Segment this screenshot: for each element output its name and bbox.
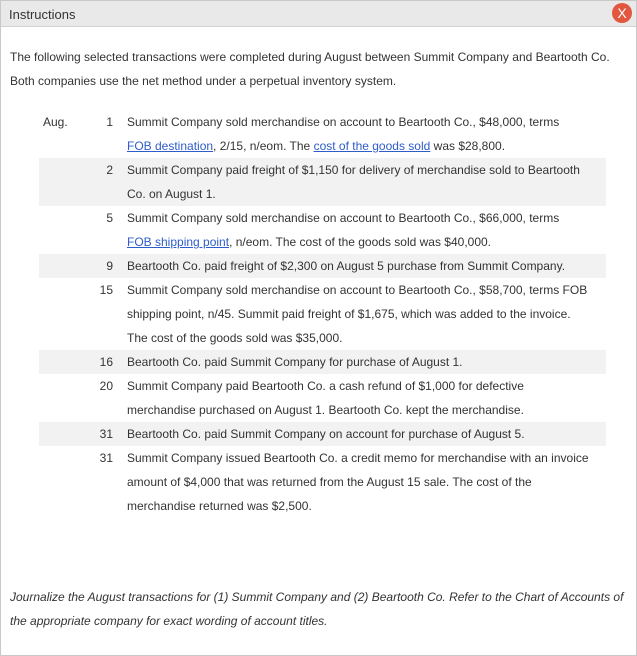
description-line: Beartooth Co. paid freight of $2,300 on August 5 purchase from Summit Company. — [127, 259, 566, 273]
transaction-row — [39, 206, 606, 254]
description-line: Beartooth Co. paid Summit Company on account for purchase of August 5. — [127, 427, 525, 441]
description-line: Summit Company sold merchandise on account to Beartooth Co., $58,700, terms FOB — [127, 283, 588, 297]
transaction-day: 1 — [106, 115, 113, 129]
transaction-month — [39, 206, 81, 254]
description-line: Summit Company paid Beartooth Co. a cash refund of $1,000 for defective — [127, 379, 524, 393]
transaction-month: Aug. — [43, 115, 68, 129]
transaction-row — [39, 350, 606, 374]
transaction-row — [39, 446, 606, 518]
transaction-day: 31 — [99, 451, 113, 465]
description-line: Co. on August 1. — [127, 187, 216, 201]
description-line: merchandise purchased on August 1. Beartooth Co. kept the merchandise. — [127, 403, 524, 417]
transaction-month — [39, 422, 81, 446]
glossary-link[interactable]: FOB shipping point — [127, 235, 230, 249]
title-bar — [1, 1, 636, 27]
description-line: Beartooth Co. paid Summit Company for purchase of August 1. — [127, 355, 463, 369]
description-line: FOB destination, 2/15, n/eom. The cost of the goods sold was $28,800. — [127, 139, 506, 153]
transaction-month — [39, 278, 81, 350]
transaction-description — [127, 422, 606, 446]
description-line: merchandise returned was $2,500. — [127, 499, 312, 513]
footer-line-2: the appropriate company for exact wording of account titles. — [10, 614, 328, 628]
intro-text — [10, 45, 620, 93]
footer-instructions — [10, 585, 630, 633]
description-line: Summit Company issued Beartooth Co. a credit memo for merchandise with an invoice — [127, 451, 589, 465]
description-line: FOB shipping point, n/eom. The cost of the goods sold was $40,000. — [127, 235, 492, 249]
transaction-row — [39, 254, 606, 278]
transaction-row — [39, 158, 606, 206]
transaction-description — [127, 350, 606, 374]
transaction-month — [39, 254, 81, 278]
transaction-row — [39, 374, 606, 422]
transaction-description — [127, 110, 606, 158]
transaction-day: 5 — [106, 211, 113, 225]
description-line: Summit Company sold merchandise on account to Beartooth Co., $66,000, terms — [127, 211, 560, 225]
glossary-link[interactable]: FOB destination — [127, 139, 214, 153]
window-title: Instructions — [9, 7, 76, 22]
footer-line-1: Journalize the August transactions for (1) Summit Company and (2) Beartooth Co. Refer to the Chart of Accounts of — [10, 590, 624, 604]
transaction-description — [127, 158, 606, 206]
description-line: The cost of the goods sold was $35,000. — [127, 331, 343, 345]
description-line: Summit Company sold merchandise on account to Beartooth Co., $48,000, terms — [127, 115, 560, 129]
transaction-month — [39, 350, 81, 374]
transaction-month — [39, 158, 81, 206]
close-button[interactable]: X — [612, 3, 632, 23]
description-line: amount of $4,000 that was returned from the August 15 sale. The cost of the — [127, 475, 532, 489]
transaction-description — [127, 374, 606, 422]
transaction-day: 20 — [99, 379, 113, 393]
description-line: shipping point, n/45. Summit paid freight of $1,675, which was added to the invoice. — [127, 307, 571, 321]
glossary-link[interactable]: cost of the goods sold — [313, 139, 431, 153]
transaction-description — [127, 254, 606, 278]
transaction-description — [127, 206, 606, 254]
transaction-row — [39, 110, 606, 158]
transaction-day: 2 — [81, 158, 127, 206]
transaction-month — [39, 446, 81, 518]
transaction-month — [39, 374, 81, 422]
intro-line-1: The following selected transactions were completed during August between Summit Company and Beartooth Co. — [10, 50, 610, 64]
transaction-day: 15 — [99, 283, 113, 297]
transaction-day: 9 — [81, 254, 127, 278]
transaction-row — [39, 278, 606, 350]
transaction-day: 16 — [81, 350, 127, 374]
description-line: Summit Company paid freight of $1,150 for delivery of merchandise sold to Beartooth — [127, 163, 580, 177]
transaction-row — [39, 422, 606, 446]
transactions-table — [39, 110, 606, 518]
transaction-description — [127, 446, 606, 518]
transaction-description — [127, 278, 606, 350]
intro-line-2: Both companies use the net method under a perpetual inventory system. — [10, 74, 397, 88]
transaction-day: 31 — [81, 422, 127, 446]
